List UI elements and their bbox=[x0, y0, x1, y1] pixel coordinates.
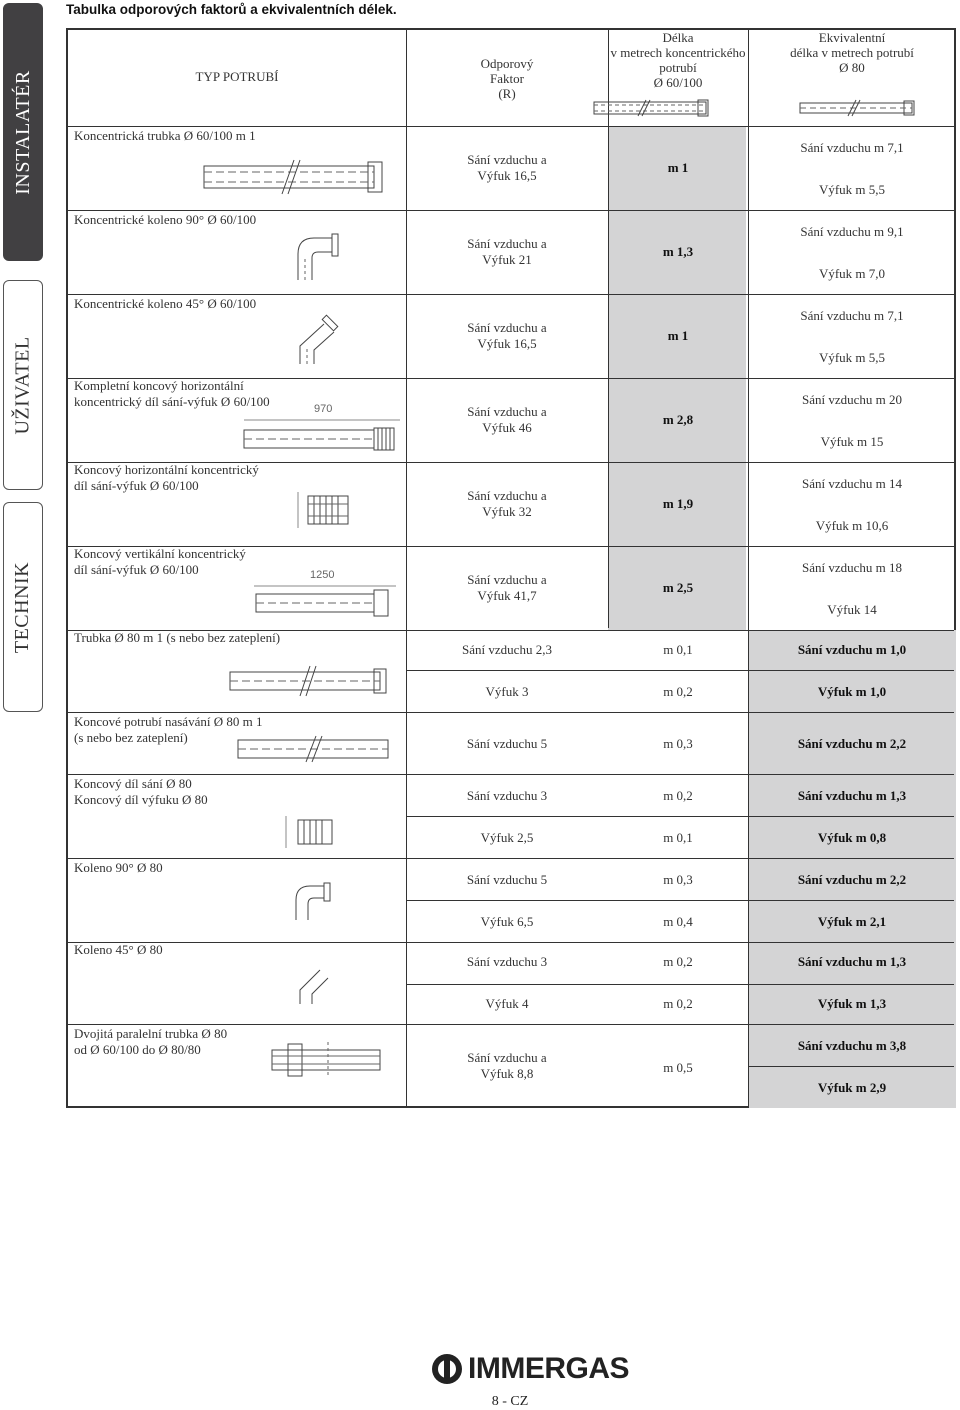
intake-pipe-80-drawing bbox=[236, 736, 396, 762]
equivalent-cell: Sání vzduchu m 1,3 bbox=[797, 788, 907, 803]
row-label: Koncový díl sání Ø 80 Koncový díl výfuku Ø 80 bbox=[74, 776, 208, 807]
equivalent-cell: Sání vzduchu m 9,1 bbox=[800, 224, 904, 239]
equivalent-cell: Sání vzduchu m 1,0 bbox=[797, 642, 907, 657]
equivalent-cell: Výfuk m 5,5 bbox=[818, 350, 886, 365]
row-label: Dvojitá paralelní trubka Ø 80 od Ø 60/100 do Ø 80/80 bbox=[74, 1026, 228, 1057]
length-cell: m 1 bbox=[667, 160, 689, 175]
equivalent-cell: Výfuk m 2,1 bbox=[817, 914, 887, 929]
equivalent-cell: Výfuk m 1,3 bbox=[817, 996, 887, 1011]
header-length bbox=[608, 30, 748, 90]
header-equivalent-text: Ekvivalentní délka v metrech potrubí Ø 80 bbox=[790, 30, 914, 75]
resistance-cell: Sání vzduchu 5 bbox=[466, 872, 548, 887]
logo-text: IMMERGAS bbox=[468, 1352, 629, 1385]
tab-technik[interactable] bbox=[3, 502, 43, 712]
tab-uzivatel-label: UŽIVATEL bbox=[11, 335, 34, 435]
tab-instalater[interactable] bbox=[3, 3, 43, 261]
horizontal-terminal-short-drawing bbox=[294, 488, 364, 534]
dimension-1250: 1250 bbox=[310, 569, 335, 581]
resistance-cell: Výfuk 2,5 bbox=[480, 830, 534, 845]
row-label: Koncový horizontální koncentrický díl sání-výfuk Ø 60/100 bbox=[74, 462, 259, 493]
pipe-80-drawing bbox=[228, 666, 398, 696]
row-label: Koncentrické koleno 45° Ø 60/100 bbox=[74, 296, 257, 311]
equivalent-cell: Sání vzduchu m 1,3 bbox=[797, 954, 907, 969]
vertical-terminal-drawing bbox=[250, 568, 400, 624]
equivalent-cell: Sání vzduchu m 7,1 bbox=[800, 308, 904, 323]
pipe-80-icon bbox=[798, 100, 928, 116]
length-cell: m 0,3 bbox=[663, 872, 693, 887]
header-resistance bbox=[406, 30, 608, 126]
header-type bbox=[68, 28, 406, 124]
resistance-cell: Sání vzduchu a Výfuk 21 bbox=[467, 236, 547, 267]
row-label: Koncové potrubí nasávání Ø 80 m 1 (s nebo bez zateplení) bbox=[74, 714, 263, 745]
resistance-cell: Sání vzduchu 3 bbox=[466, 788, 548, 803]
resistance-cell: Sání vzduchu 2,3 bbox=[462, 642, 552, 657]
resistance-cell: Výfuk 3 bbox=[485, 684, 529, 699]
header-resistance-text: Odporový Faktor (R) bbox=[480, 55, 534, 101]
resistance-cell: Sání vzduchu a Výfuk 16,5 bbox=[467, 320, 547, 351]
length-cell: m 0,1 bbox=[663, 642, 693, 657]
immergas-logo bbox=[430, 1352, 629, 1386]
elbow-45-concentric-drawing bbox=[294, 318, 354, 368]
equivalent-cell: Výfuk m 10,6 bbox=[815, 518, 889, 533]
length-cell: m 1 bbox=[667, 328, 689, 343]
equivalent-cell: Výfuk m 2,9 bbox=[817, 1080, 887, 1095]
elbow-90-80-drawing bbox=[290, 882, 340, 922]
terminal-80-drawing bbox=[282, 814, 342, 850]
length-cell: m 2,8 bbox=[662, 412, 694, 427]
logo-mark-icon bbox=[430, 1352, 464, 1386]
length-cell: m 1,3 bbox=[662, 244, 694, 259]
row-label: Koleno 90° Ø 80 bbox=[74, 860, 163, 875]
tab-uzivatel[interactable] bbox=[3, 280, 43, 490]
equivalent-cell: Sání vzduchu m 7,1 bbox=[800, 140, 904, 155]
equivalent-cell: Výfuk m 15 bbox=[820, 434, 884, 449]
resistance-cell: Sání vzduchu a Výfuk 16,5 bbox=[467, 152, 547, 183]
equivalent-cell: Výfuk m 5,5 bbox=[818, 182, 886, 197]
length-cell: m 0,5 bbox=[663, 1060, 693, 1075]
equivalent-cell: Sání vzduchu m 2,2 bbox=[797, 872, 907, 887]
concentric-pipe-drawing bbox=[202, 160, 392, 194]
page-number: 8 - CZ bbox=[491, 1394, 529, 1409]
elbow-45-80-drawing bbox=[296, 966, 346, 1006]
length-cell: m 2,5 bbox=[662, 580, 694, 595]
resistance-cell: Sání vzduchu a Výfuk 41,7 bbox=[467, 572, 547, 603]
length-cell: m 1,9 bbox=[662, 496, 694, 511]
length-cell: m 0,4 bbox=[663, 914, 693, 929]
equivalent-cell: Výfuk 14 bbox=[827, 602, 877, 617]
row-label: Koncentrické koleno 90° Ø 60/100 bbox=[74, 212, 257, 227]
parallel-adapter-drawing bbox=[268, 1040, 388, 1080]
resistance-cell: Sání vzduchu 3 bbox=[466, 954, 548, 969]
equivalent-cell: Sání vzduchu m 3,8 bbox=[797, 1038, 907, 1053]
row-label: Trubka Ø 80 m 1 (s nebo bez zateplení) bbox=[74, 630, 281, 645]
length-cell: m 0,2 bbox=[663, 788, 693, 803]
resistance-cell: Sání vzduchu a Výfuk 32 bbox=[467, 488, 547, 519]
equivalent-cell: Sání vzduchu m 14 bbox=[801, 476, 902, 491]
equivalent-column-shade bbox=[749, 630, 956, 1108]
equivalent-cell: Sání vzduchu m 2,2 bbox=[797, 736, 907, 751]
resistance-cell: Sání vzduchu a Výfuk 46 bbox=[467, 404, 547, 435]
header-type-text: TYP POTRUBÍ bbox=[195, 68, 279, 84]
resistance-cell: Sání vzduchu a Výfuk 8,8 bbox=[467, 1050, 547, 1081]
row-label: Koncentrická trubka Ø 60/100 m 1 bbox=[74, 128, 256, 143]
concentric-pipe-icon bbox=[590, 100, 720, 116]
equivalent-cell: Výfuk m 7,0 bbox=[818, 266, 886, 281]
row-label: Koncový vertikální koncentrický díl sání-výfuk Ø 60/100 bbox=[74, 546, 246, 577]
elbow-90-concentric-drawing bbox=[290, 232, 350, 282]
equivalent-cell: Výfuk m 1,0 bbox=[817, 684, 887, 699]
resistance-cell: Sání vzduchu 5 bbox=[466, 736, 548, 751]
resistance-table bbox=[66, 28, 956, 1108]
row-label: Koleno 45° Ø 80 bbox=[74, 942, 163, 957]
length-cell: m 0,2 bbox=[663, 684, 693, 699]
tab-technik-label: TECHNIK bbox=[11, 561, 34, 653]
page-title: Tabulka odporových faktorů a ekvivalentních délek. bbox=[66, 2, 397, 17]
tab-instalater-label: INSTALATÉR bbox=[11, 69, 34, 195]
length-cell: m 0,2 bbox=[663, 996, 693, 1011]
length-cell: m 0,1 bbox=[663, 830, 693, 845]
equivalent-cell: Výfuk m 0,8 bbox=[817, 830, 887, 845]
row-label: Kompletní koncový horizontální koncentrický díl sání-výfuk Ø 60/100 bbox=[74, 378, 270, 409]
resistance-cell: Výfuk 4 bbox=[485, 996, 529, 1011]
resistance-cell: Výfuk 6,5 bbox=[480, 914, 534, 929]
length-cell: m 0,2 bbox=[663, 954, 693, 969]
equivalent-cell: Sání vzduchu m 18 bbox=[801, 560, 902, 575]
header-equivalent bbox=[748, 30, 956, 80]
length-cell: m 0,3 bbox=[663, 736, 693, 751]
horizontal-terminal-drawing bbox=[240, 402, 400, 458]
equivalent-cell: Sání vzduchu m 20 bbox=[801, 392, 902, 407]
dimension-970: 970 bbox=[314, 403, 333, 415]
header-length-text: Délka v metrech koncentrického potrubí Ø 60/100 bbox=[610, 30, 746, 90]
